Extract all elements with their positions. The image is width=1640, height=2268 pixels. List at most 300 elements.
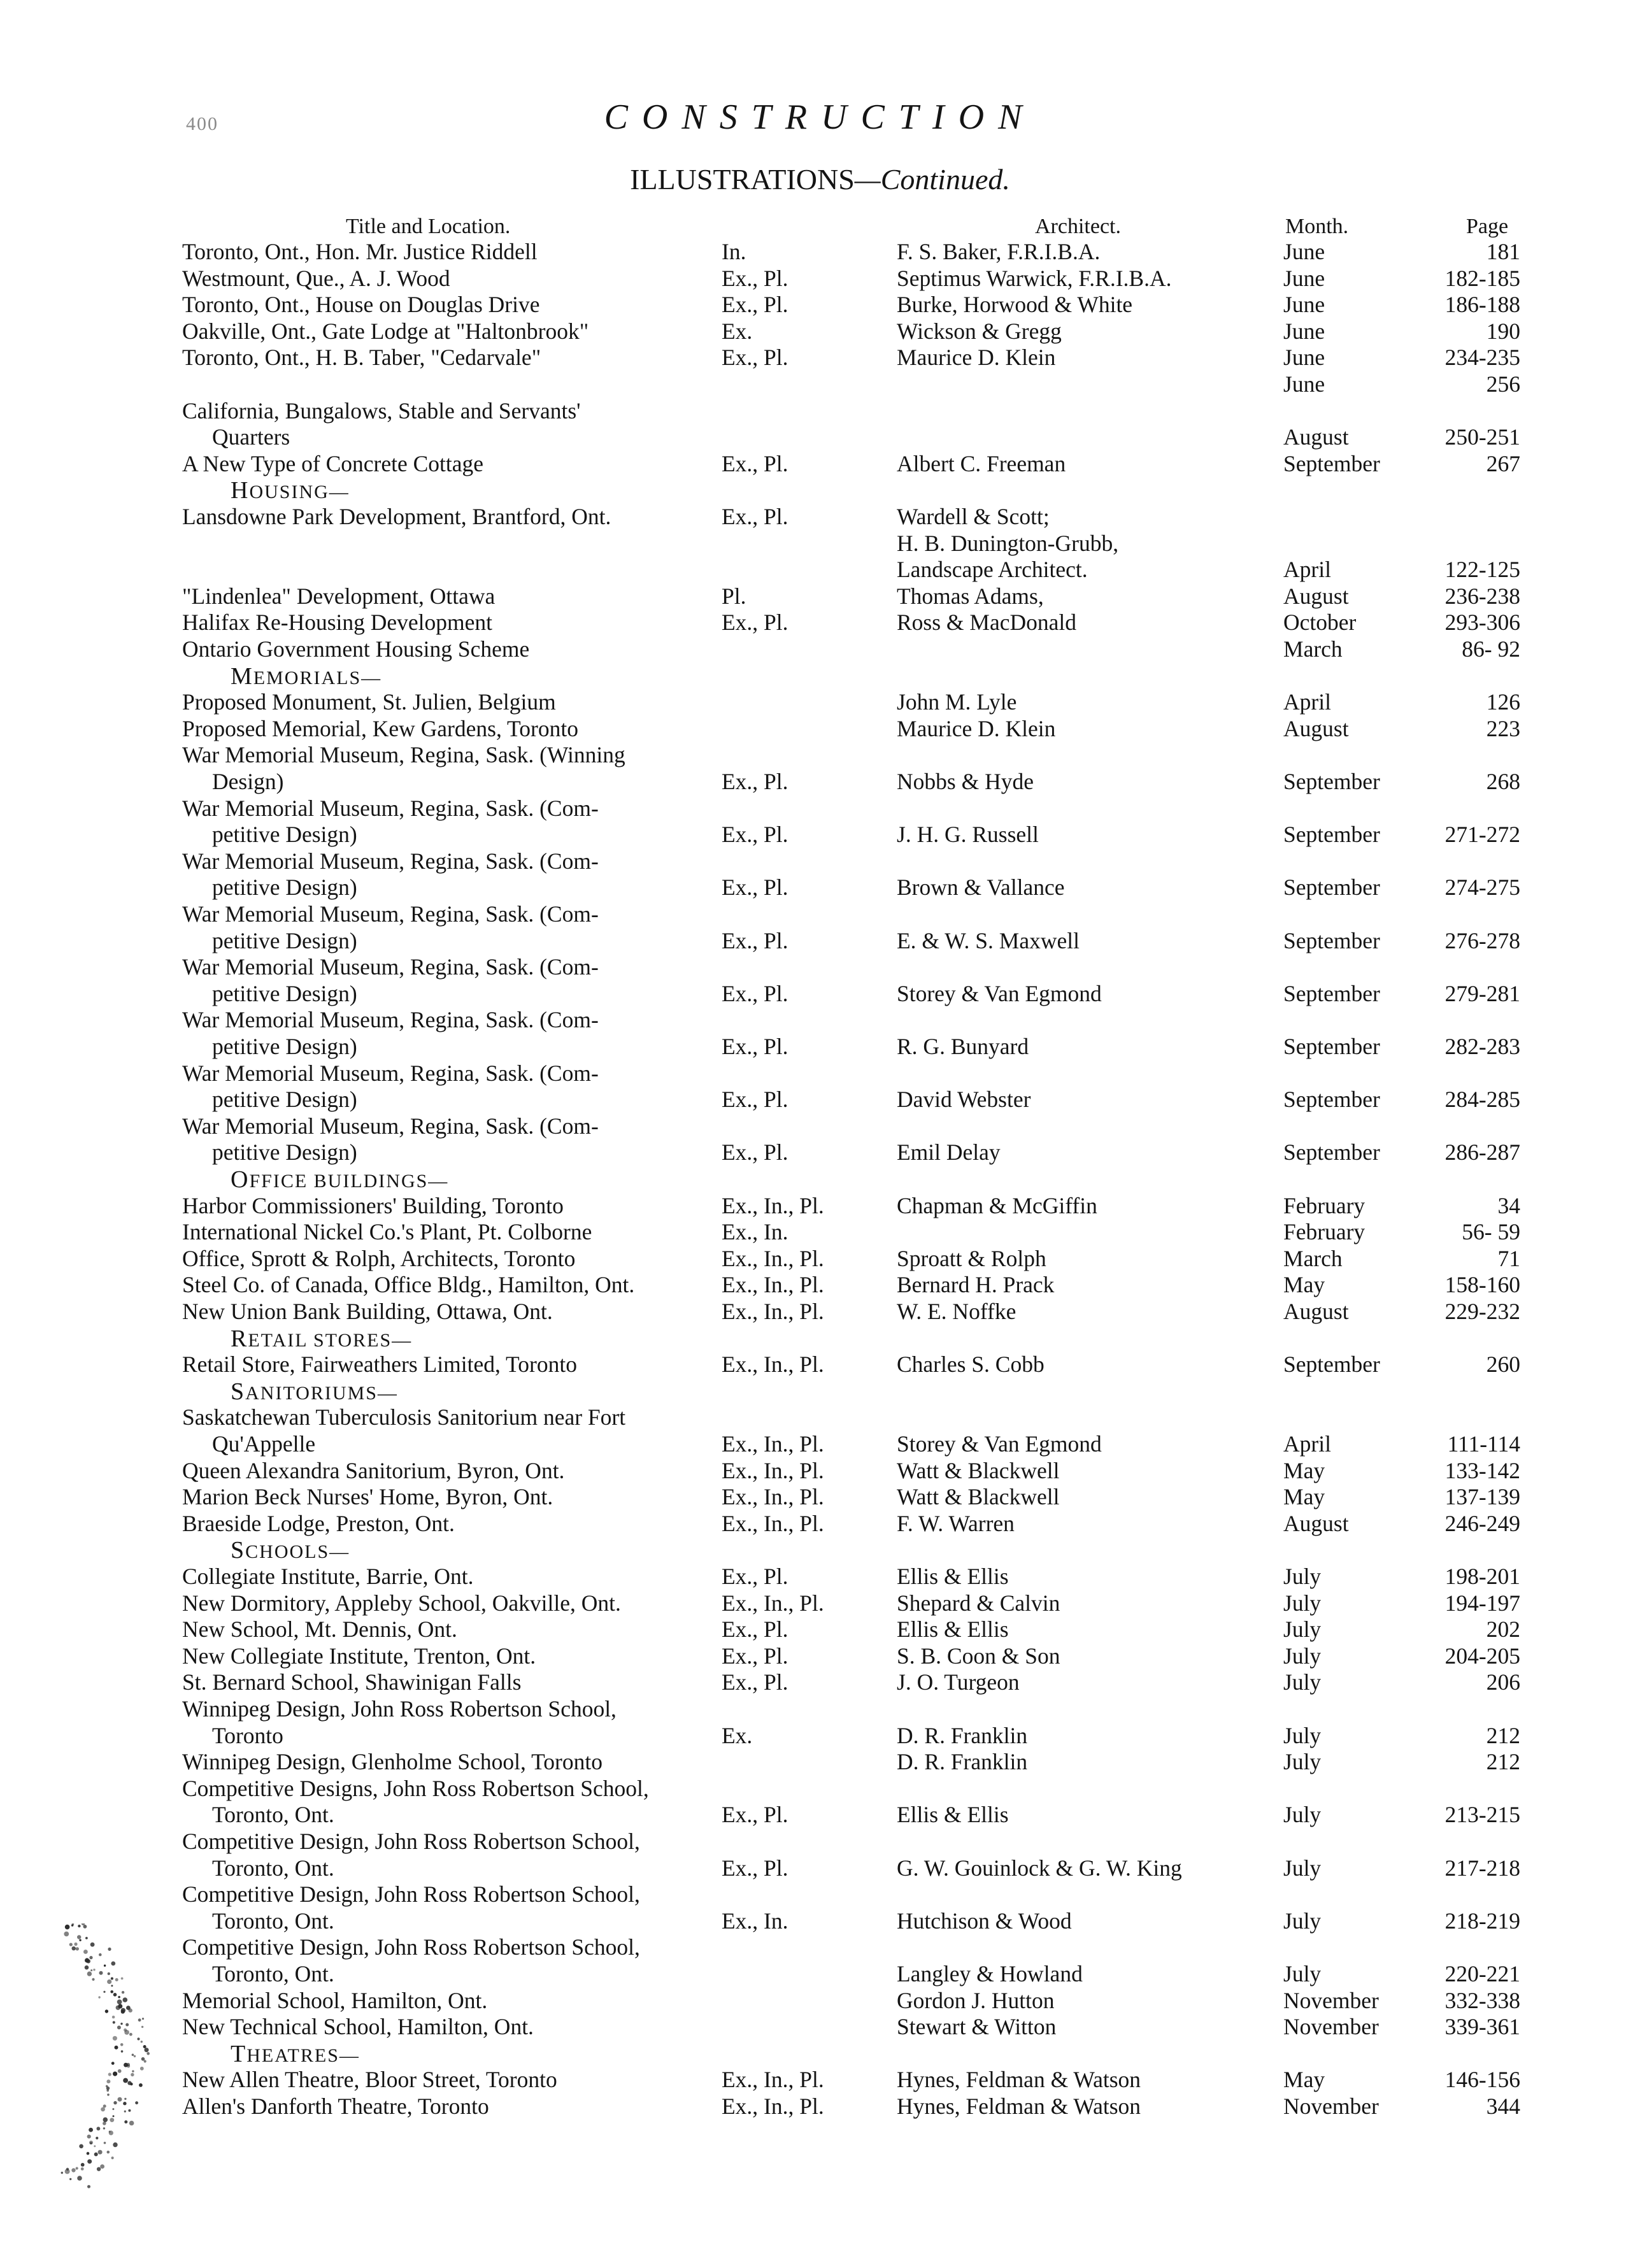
- entry-architect: Charles S. Cobb: [897, 1352, 1045, 1378]
- table-row: [182, 1457, 1520, 1484]
- entry-architect: Thomas Adams,: [897, 583, 1044, 609]
- entry-page: 202: [1486, 1616, 1520, 1643]
- entry-page: 217-218: [1444, 1855, 1520, 1881]
- perforation-dot: [87, 1971, 92, 1976]
- entry-page: 158-160: [1444, 1272, 1520, 1298]
- perforation-dot: [141, 2041, 143, 2043]
- entry-page: 267: [1486, 450, 1520, 476]
- entry-page: 212: [1486, 1722, 1520, 1748]
- entry-type: Ex., Pl.: [722, 1087, 788, 1113]
- perforation-dot: [71, 2168, 75, 2172]
- entry-type: Ex., Pl.: [722, 1034, 788, 1059]
- entry-title: petitive Design): [212, 822, 357, 848]
- perforation-dot: [106, 2079, 110, 2083]
- entry-architect: Shepard & Calvin: [897, 1590, 1060, 1616]
- table-row: [182, 1192, 1520, 1219]
- entry-month: September: [1283, 822, 1380, 848]
- perforation-dot: [90, 1943, 95, 1947]
- table-row: [182, 397, 1520, 424]
- entry-page: 284-285: [1444, 1087, 1520, 1113]
- table-row: [182, 1510, 1520, 1537]
- perforation-dot: [96, 2137, 98, 2139]
- page-number: 400: [186, 113, 218, 134]
- column-header-title: Title and Location.: [346, 215, 511, 238]
- entry-month: September: [1283, 980, 1380, 1006]
- perforation-dot: [143, 2045, 146, 2048]
- entry-architect: Storey & Van Egmond: [897, 1431, 1102, 1457]
- entry-architect: J. O. Turgeon: [897, 1669, 1020, 1695]
- entry-architect: R. G. Bunyard: [897, 1034, 1029, 1059]
- entry-title: New Technical School, Hamilton, Ont.: [182, 2014, 534, 2040]
- perforation-dot: [87, 2152, 90, 2155]
- entry-month: July: [1283, 1749, 1322, 1775]
- table-row: [212, 768, 1520, 795]
- entry-architect: Nobbs & Hyde: [897, 769, 1034, 794]
- entry-architect: Wardell & Scott;: [897, 504, 1050, 529]
- entry-type: Ex., In., Pl.: [722, 1431, 824, 1457]
- table-row: [182, 688, 1520, 715]
- entry-month: September: [1283, 1352, 1380, 1378]
- table-row: [182, 1616, 1520, 1643]
- perforation-dot: [79, 1939, 81, 1941]
- perforation-dot: [129, 2121, 134, 2126]
- entry-page: 218-219: [1444, 1908, 1520, 1934]
- entry-type: Ex., Pl.: [722, 1139, 788, 1166]
- perforation-dot: [104, 1965, 106, 1967]
- entry-title: Halifax Re-Housing Development: [182, 610, 493, 636]
- entry-page: 181: [1486, 239, 1520, 264]
- perforation-dot: [146, 2052, 150, 2055]
- entry-architect: Langley & Howland: [897, 1961, 1083, 1986]
- table-row: [182, 503, 1520, 530]
- entry-month: April: [1283, 557, 1331, 583]
- section-heading: OFFICE BUILDINGS—: [231, 1166, 449, 1193]
- perforation-dot: [76, 1947, 79, 1950]
- entry-architect: D. R. Franklin: [897, 1722, 1028, 1748]
- entry-title: Allen's Danforth Theatre, Toronto: [182, 2093, 489, 2119]
- entry-title: Competitive Design, John Ross Robertson School,: [182, 1934, 640, 1960]
- perforation-dot: [65, 1925, 70, 1930]
- entry-month: February: [1283, 1219, 1365, 1245]
- table-row: [182, 238, 1520, 265]
- entry-title: Toronto, Ont.: [212, 1961, 334, 1986]
- perforation-dot: [111, 1977, 113, 1979]
- entry-title: Braeside Lodge, Preston, Ont.: [182, 1510, 455, 1536]
- perforation-dot: [127, 2081, 131, 2085]
- entry-title: New School, Mt. Dennis, Ont.: [182, 1616, 457, 1643]
- entry-architect: Landscape Architect.: [897, 557, 1088, 583]
- perforation-dot: [71, 1924, 73, 1926]
- entry-title: Toronto: [212, 1722, 283, 1748]
- table-row: [182, 1695, 1520, 1722]
- entry-month: June: [1283, 371, 1325, 397]
- entry-architect: D. R. Franklin: [897, 1749, 1028, 1775]
- entry-page: 271-272: [1444, 822, 1520, 848]
- entry-title: A New Type of Concrete Cottage: [182, 450, 484, 476]
- table-row: [212, 1855, 1520, 1881]
- entry-title: War Memorial Museum, Regina, Sask. (Com-: [182, 795, 599, 821]
- entry-month: September: [1283, 1034, 1380, 1059]
- masthead: CONSTRUCTION: [604, 97, 1036, 137]
- perforation-dot: [61, 2172, 63, 2174]
- entry-type: Ex., Pl.: [722, 504, 788, 529]
- table-row: [212, 1908, 1520, 1934]
- table-row: [182, 450, 1520, 477]
- entry-month: June: [1283, 239, 1325, 264]
- entry-type: Ex., Pl.: [722, 1802, 788, 1828]
- entry-title: International Nickel Co.'s Plant, Pt. Colborne: [182, 1219, 592, 1245]
- perforation-dot: [125, 2023, 129, 2027]
- entry-title: Oakville, Ont., Gate Lodge at "Haltonbrook": [182, 318, 589, 344]
- perforation-dot: [121, 2050, 124, 2053]
- entry-month: April: [1283, 689, 1331, 715]
- table-row: [182, 953, 1520, 980]
- entry-architect: Stewart & Witton: [897, 2014, 1057, 2040]
- perforation-dot: [139, 2083, 143, 2087]
- entry-title: Design): [212, 769, 284, 794]
- table-row: [182, 1404, 1520, 1430]
- entry-architect: David Webster: [897, 1087, 1031, 1113]
- entry-page: 234-235: [1444, 345, 1520, 371]
- table-row: [182, 636, 1520, 662]
- perforation-dot: [97, 2127, 101, 2130]
- table-row: [212, 821, 1520, 848]
- table-row: [212, 1139, 1520, 1166]
- entry-architect: Watt & Blackwell: [897, 1457, 1060, 1483]
- perforation-dot: [110, 2118, 114, 2122]
- table-row: [182, 1271, 1520, 1298]
- entry-title: War Memorial Museum, Regina, Sask. (Com-: [182, 848, 599, 874]
- perforation-dot: [87, 1959, 90, 1963]
- entry-architect: F. S. Baker, F.R.I.B.A.: [897, 239, 1101, 264]
- entry-type: In.: [722, 239, 746, 264]
- entry-architect: Brown & Vallance: [897, 874, 1065, 901]
- entry-type: Ex., Pl.: [722, 874, 788, 901]
- entry-month: May: [1283, 1457, 1325, 1483]
- entry-title: New Dormitory, Appleby School, Oakville, Ont.: [182, 1590, 621, 1616]
- entry-page: 204-205: [1444, 1643, 1520, 1669]
- entry-month: May: [1283, 2067, 1325, 2093]
- table-row: [182, 2013, 1520, 2040]
- entry-type: Ex., Pl.: [722, 980, 788, 1006]
- perforation-dot: [137, 2037, 139, 2040]
- entry-architect: Bernard H. Prack: [897, 1272, 1055, 1298]
- entry-month: July: [1283, 1961, 1322, 1986]
- perforation-dot: [117, 2025, 121, 2029]
- table-row: [182, 901, 1520, 927]
- perforation-dot: [118, 1996, 120, 1999]
- perforation-dot: [94, 2145, 96, 2147]
- perforation-dot: [81, 2163, 85, 2167]
- perforation-dot: [123, 2102, 126, 2105]
- perforation-dot: [108, 1948, 111, 1951]
- entry-page: 339-361: [1444, 2014, 1520, 2040]
- entry-page: 71: [1497, 1245, 1520, 1271]
- perforation-dot: [111, 2157, 114, 2159]
- entry-type: Ex., Pl.: [722, 769, 788, 794]
- entry-month: July: [1283, 1564, 1322, 1589]
- entry-type: Ex., In., Pl.: [722, 2067, 824, 2093]
- entry-month: May: [1283, 1272, 1325, 1298]
- entry-month: July: [1283, 1855, 1322, 1881]
- entry-title: New Collegiate Institute, Trenton, Ont.: [182, 1643, 536, 1669]
- entry-title: petitive Design): [212, 1034, 357, 1059]
- entry-month: July: [1283, 1616, 1322, 1643]
- perforation-dot: [89, 1956, 92, 1959]
- entry-title: petitive Design): [212, 874, 357, 901]
- entry-title: Memorial School, Hamilton, Ont.: [182, 1987, 488, 2013]
- entry-type: Ex., In., Pl.: [722, 1352, 824, 1378]
- perforation-dot: [87, 2135, 91, 2139]
- entry-page: 236-238: [1444, 583, 1520, 609]
- entry-page: 250-251: [1444, 424, 1520, 450]
- table-row: [182, 556, 1520, 583]
- entry-month: March: [1283, 636, 1343, 662]
- table-row: [182, 1060, 1520, 1087]
- perforation-dot: [141, 2026, 143, 2028]
- table-row: [182, 1563, 1520, 1590]
- table-row: [182, 1643, 1520, 1669]
- perforation-dot: [134, 2055, 136, 2057]
- entry-architect: Burke, Horwood & White: [897, 292, 1133, 318]
- entry-month: November: [1283, 2014, 1379, 2040]
- table-row: [182, 1113, 1520, 1139]
- section-heading: SANITORIUMS—: [231, 1378, 398, 1405]
- entry-architect: Ross & MacDonald: [897, 610, 1077, 636]
- entry-page: 86- 92: [1462, 636, 1520, 662]
- table-row: [182, 530, 1520, 557]
- perforation-dot: [83, 1950, 88, 1954]
- perforation-dot: [93, 1969, 95, 1971]
- entry-title: Competitive Design, John Ross Robertson School,: [182, 1881, 640, 1908]
- perforation-dot: [106, 2089, 109, 2092]
- section-heading: HOUSING—: [231, 477, 350, 504]
- perforation-dot: [64, 1932, 69, 1937]
- perforation-dot: [87, 2185, 90, 2188]
- entry-month: September: [1283, 450, 1380, 476]
- entry-title: Collegiate Institute, Barrie, Ont.: [182, 1564, 474, 1589]
- entry-architect: Septimus Warwick, F.R.I.B.A.: [897, 265, 1172, 291]
- table-row: [212, 1086, 1520, 1113]
- entry-month: June: [1283, 292, 1325, 318]
- perforation-dot: [129, 2008, 132, 2012]
- section-heading: RETAIL STORES—: [231, 1325, 413, 1352]
- entry-title: Toronto, Ont.: [212, 1908, 334, 1934]
- table-row: [212, 1430, 1520, 1457]
- perforation-dot: [113, 2072, 117, 2076]
- perforation-dot: [98, 2150, 103, 2155]
- table-row: [182, 1483, 1520, 1510]
- table-row: [182, 583, 1520, 610]
- entry-type: Ex., Pl.: [722, 292, 788, 318]
- column-header-architect: Architect.: [1035, 215, 1121, 238]
- entry-title: Proposed Memorial, Kew Gardens, Toronto: [182, 715, 578, 741]
- entry-type: Ex., In., Pl.: [722, 2093, 824, 2119]
- perforation-dot: [112, 2108, 114, 2110]
- perforation-dot: [131, 2073, 134, 2076]
- entry-page: 274-275: [1444, 874, 1520, 901]
- perforation-dot: [77, 1935, 81, 1939]
- perforation-dot: [142, 2018, 144, 2020]
- perforation-dot: [112, 2016, 115, 2019]
- entry-architect: Hutchison & Wood: [897, 1908, 1072, 1934]
- entry-title: Lansdowne Park Development, Brantford, Ont.: [182, 504, 611, 529]
- entry-title: War Memorial Museum, Regina, Sask. (Com-: [182, 1060, 599, 1086]
- table-row: [182, 1006, 1520, 1033]
- table-row: [182, 318, 1520, 345]
- entry-month: April: [1283, 1431, 1331, 1457]
- entry-type: Ex., In., Pl.: [722, 1590, 824, 1616]
- entry-architect: Emil Delay: [897, 1139, 1001, 1166]
- perforation-dot: [72, 1946, 76, 1950]
- perforation-dot: [135, 2101, 138, 2104]
- entry-month: May: [1283, 1484, 1325, 1510]
- perforation-dot: [127, 2063, 130, 2066]
- perforation-dot: [132, 2054, 134, 2057]
- entry-type: Ex., In., Pl.: [722, 1457, 824, 1483]
- perforation-dot: [99, 1971, 103, 1975]
- table-row: [212, 980, 1520, 1007]
- table-row: [212, 424, 1520, 450]
- perforation-dot: [69, 1943, 73, 1946]
- table-row: [182, 1590, 1520, 1616]
- entry-title: War Memorial Museum, Regina, Sask. (Com-: [182, 954, 599, 980]
- entry-title: Quarters: [212, 424, 290, 450]
- perforation-dot: [120, 2023, 122, 2025]
- perforation-dot: [90, 1969, 92, 1971]
- table-row: [212, 1722, 1520, 1749]
- table-row: [212, 1960, 1520, 1987]
- entry-month: September: [1283, 927, 1380, 953]
- table-row: [182, 795, 1520, 822]
- perforation-dot: [90, 2142, 92, 2144]
- perforation-dot: [118, 2097, 122, 2102]
- entry-page: 260: [1486, 1352, 1520, 1378]
- entry-month: September: [1283, 1139, 1380, 1166]
- table-row: [212, 1033, 1520, 1060]
- entry-type: Pl.: [722, 583, 746, 609]
- entry-type: Ex., In., Pl.: [722, 1299, 824, 1324]
- perforation-dot: [123, 2078, 128, 2083]
- entry-architect: F. W. Warren: [897, 1510, 1015, 1536]
- entry-page: 190: [1486, 318, 1520, 344]
- table-row: [182, 1987, 1520, 2014]
- entry-type: Ex., In.: [722, 1219, 788, 1245]
- table-row: [212, 927, 1520, 954]
- perforation-dot: [83, 1925, 87, 1929]
- perforation-dot: [108, 1972, 110, 1975]
- entry-page: 212: [1486, 1749, 1520, 1775]
- entry-architect: Hynes, Feldman & Watson: [897, 2093, 1141, 2119]
- entry-title: Toronto, Ont.: [212, 1855, 334, 1881]
- perforation-dot: [78, 1925, 80, 1927]
- entry-page: 111-114: [1447, 1431, 1520, 1457]
- entry-architect: Ellis & Ellis: [897, 1616, 1009, 1643]
- entry-title: "Lindenlea" Development, Ottawa: [182, 583, 496, 609]
- entry-title: Competitive Design, John Ross Robertson School,: [182, 1829, 640, 1854]
- table-row: [182, 265, 1520, 292]
- perforation-dot: [97, 2167, 101, 2171]
- entry-page: 137-139: [1444, 1484, 1520, 1510]
- table-row: [182, 1669, 1520, 1695]
- entry-month: November: [1283, 1987, 1379, 2013]
- entry-month: October: [1283, 610, 1357, 636]
- entry-title: Office, Sprott & Rolph, Architects, Toronto: [182, 1245, 576, 1271]
- entry-type: Ex.: [722, 1722, 753, 1748]
- perforation-dot: [103, 1991, 105, 1993]
- entry-type: Ex.: [722, 318, 753, 344]
- entry-page: 279-281: [1444, 980, 1520, 1006]
- entry-architect: Sproatt & Rolph: [897, 1245, 1046, 1271]
- entry-month: July: [1283, 1590, 1322, 1616]
- entry-title: New Union Bank Building, Ottawa, Ont.: [182, 1299, 553, 1324]
- entry-architect: H. B. Dunington-Grubb,: [897, 530, 1119, 556]
- entry-architect: E. & W. S. Maxwell: [897, 927, 1080, 953]
- table-row: [182, 371, 1520, 397]
- perforation-dot: [144, 2060, 146, 2062]
- entry-type: Ex., Pl.: [722, 1564, 788, 1589]
- perforation-dot: [129, 2033, 132, 2036]
- perforation-dot: [124, 2098, 126, 2100]
- entry-architect: Hynes, Feldman & Watson: [897, 2067, 1141, 2093]
- perforation-dot: [113, 2036, 117, 2041]
- perforation-dot: [85, 1937, 88, 1939]
- perforation-dot: [89, 2128, 93, 2132]
- entry-page: 34: [1497, 1192, 1520, 1218]
- table-row: [182, 1245, 1520, 1272]
- entry-page: 133-142: [1444, 1457, 1520, 1483]
- entry-title: Queen Alexandra Sanitorium, Byron, Ont.: [182, 1457, 565, 1483]
- entry-page: 126: [1486, 689, 1520, 715]
- entry-title: Saskatchewan Tuberculosis Sanitorium near Fort: [182, 1404, 626, 1430]
- perforation-dot: [107, 1979, 111, 1984]
- subtitle-continued: —Continued.: [854, 163, 1010, 196]
- entry-title: Toronto, Ont., Hon. Mr. Justice Riddell: [182, 239, 538, 264]
- perforation-dot: [85, 1965, 89, 1970]
- entry-month: March: [1283, 1245, 1343, 1271]
- table-row: [182, 2093, 1520, 2120]
- perforation-dot: [115, 2046, 118, 2050]
- perforation-dot: [110, 1990, 113, 1993]
- entry-title: Proposed Monument, St. Julien, Belgium: [182, 689, 556, 715]
- entry-page: 229-232: [1444, 1299, 1520, 1324]
- entry-title: petitive Design): [212, 1087, 357, 1113]
- perforation-dot: [117, 1999, 122, 2004]
- entry-type: Ex., Pl.: [722, 1643, 788, 1669]
- entry-month: July: [1283, 1802, 1322, 1828]
- entry-title: Westmount, Que., A. J. Wood: [182, 265, 450, 291]
- perforation-dot: [118, 2004, 122, 2009]
- entry-type: Ex., In., Pl.: [722, 1192, 824, 1218]
- perforation-dot: [132, 2070, 134, 2072]
- perforation-dot: [124, 2120, 127, 2123]
- perforation-dot: [124, 2111, 126, 2113]
- perforation-dot: [124, 2029, 127, 2032]
- perforation-dot: [74, 1943, 77, 1946]
- perforation-dot: [103, 2127, 105, 2129]
- entry-type: Ex., Pl.: [722, 1616, 788, 1643]
- perforation-dot: [100, 2164, 104, 2169]
- entry-month: August: [1283, 583, 1349, 609]
- entry-architect: W. E. Noffke: [897, 1299, 1016, 1324]
- table-row: [182, 848, 1520, 874]
- entry-month: August: [1283, 1299, 1349, 1324]
- perforation-dot: [108, 2072, 111, 2076]
- entry-month: September: [1283, 1087, 1380, 1113]
- entry-page: 198-201: [1444, 1564, 1520, 1589]
- column-header-page: Page: [1466, 215, 1509, 238]
- section-heading: MEMORIALS—: [231, 662, 382, 690]
